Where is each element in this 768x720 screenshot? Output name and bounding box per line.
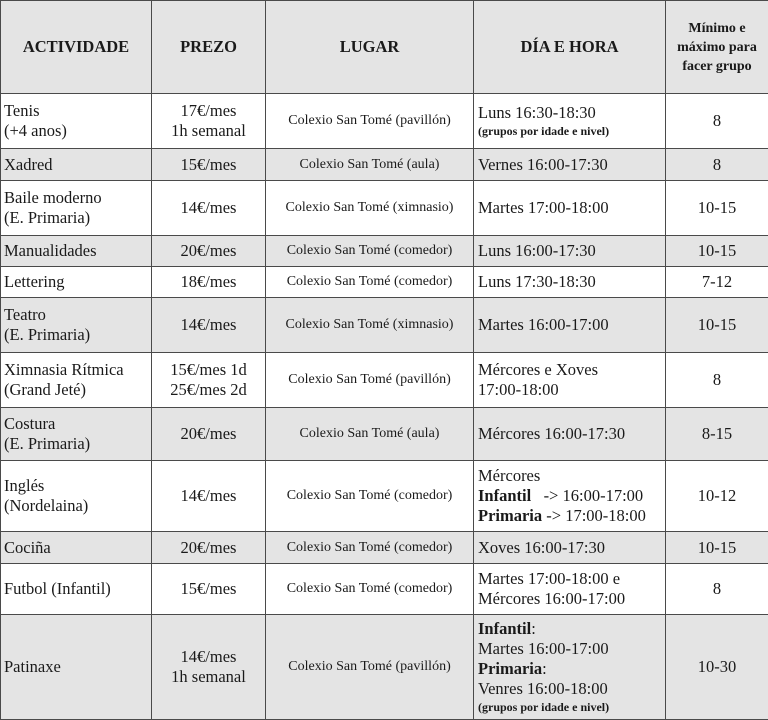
activity-cell: Inglés (Nordelaina)	[1, 461, 152, 532]
price-cell: 15€/mes	[152, 564, 266, 615]
activity-cell: Futbol (Infantil)	[1, 564, 152, 615]
place-cell: Colexio San Tomé (pavillón)	[266, 615, 474, 720]
table-row	[1, 353, 768, 408]
activity-cell: Tenis (+4 anos)	[1, 94, 152, 149]
price-cell: 20€/mes	[152, 532, 266, 564]
day-time-cell: Luns 17:30-18:30	[474, 267, 666, 298]
group-size-cell: 10-15	[666, 298, 768, 353]
price-cell: 14€/mes	[152, 298, 266, 353]
day-time-cell: Martes 17:00-18:00 e Mércores 16:00-17:00	[474, 564, 666, 615]
table-row	[1, 615, 768, 720]
activity-cell: Manualidades	[1, 236, 152, 267]
header-row	[1, 1, 768, 94]
place-cell: Colexio San Tomé (pavillón)	[266, 94, 474, 149]
table-row	[1, 149, 768, 181]
activity-cell: Teatro (E. Primaria)	[1, 298, 152, 353]
table-row	[1, 236, 768, 267]
place-cell: Colexio San Tomé (comedor)	[266, 461, 474, 532]
activity-cell: Costura (E. Primaria)	[1, 408, 152, 461]
activity-cell: Xadred	[1, 149, 152, 181]
group-size-cell: 10-15	[666, 236, 768, 267]
group-size-cell: 8	[666, 353, 768, 408]
header-activity: ACTIVIDADE	[1, 1, 152, 94]
place-cell: Colexio San Tomé (aula)	[266, 149, 474, 181]
price-cell: 20€/mes	[152, 408, 266, 461]
table-row	[1, 408, 768, 461]
price-cell: 17€/mes 1h semanal	[152, 94, 266, 149]
day-time-cell: Martes 17:00-18:00	[474, 181, 666, 236]
header-price: PREZO	[152, 1, 266, 94]
group-size-cell: 8	[666, 149, 768, 181]
activity-cell: Patinaxe	[1, 615, 152, 720]
place-cell: Colexio San Tomé (aula)	[266, 408, 474, 461]
place-cell: Colexio San Tomé (ximnasio)	[266, 181, 474, 236]
day-time-cell: Vernes 16:00-17:30	[474, 149, 666, 181]
price-cell: 20€/mes	[152, 236, 266, 267]
price-cell: 15€/mes	[152, 149, 266, 181]
header-day-time: DÍA E HORA	[474, 1, 666, 94]
table-row	[1, 94, 768, 149]
day-time-cell: Mércores Infantil -> 16:00-17:00 Primaria -> 17:00-18:00	[474, 461, 666, 532]
day-time-cell: Luns 16:30-18:30 (grupos por idade e nivel)	[474, 94, 666, 149]
day-time-cell: Luns 16:00-17:30	[474, 236, 666, 267]
activity-cell: Ximnasia Rítmica (Grand Jeté)	[1, 353, 152, 408]
table-row	[1, 532, 768, 564]
day-time-cell: Xoves 16:00-17:30	[474, 532, 666, 564]
day-time-cell: Infantil: Martes 16:00-17:00 Primaria: Venres 16:00-18:00 (grupos por idade e nivel)	[474, 615, 666, 720]
group-size-cell: 8-15	[666, 408, 768, 461]
table-row	[1, 564, 768, 615]
activity-cell: Baile moderno (E. Primaria)	[1, 181, 152, 236]
place-cell: Colexio San Tomé (comedor)	[266, 564, 474, 615]
day-time-cell: Mércores e Xoves 17:00-18:00	[474, 353, 666, 408]
day-time-cell: Mércores 16:00-17:30	[474, 408, 666, 461]
place-cell: Colexio San Tomé (comedor)	[266, 267, 474, 298]
table-row	[1, 267, 768, 298]
place-cell: Colexio San Tomé (ximnasio)	[266, 298, 474, 353]
price-cell: 18€/mes	[152, 267, 266, 298]
place-cell: Colexio San Tomé (comedor)	[266, 236, 474, 267]
group-size-cell: 10-15	[666, 532, 768, 564]
group-size-cell: 10-15	[666, 181, 768, 236]
header-group-size: Mínimo e máximo para facer grupo	[666, 1, 768, 94]
group-size-cell: 7-12	[666, 267, 768, 298]
header-place: LUGAR	[266, 1, 474, 94]
price-cell: 14€/mes	[152, 181, 266, 236]
table-row	[1, 181, 768, 236]
group-size-cell: 10-12	[666, 461, 768, 532]
price-cell: 14€/mes 1h semanal	[152, 615, 266, 720]
activity-cell: Lettering	[1, 267, 152, 298]
table-row	[1, 298, 768, 353]
price-cell: 14€/mes	[152, 461, 266, 532]
group-size-cell: 8	[666, 94, 768, 149]
place-cell: Colexio San Tomé (comedor)	[266, 532, 474, 564]
group-size-cell: 10-30	[666, 615, 768, 720]
day-time-cell: Martes 16:00-17:00	[474, 298, 666, 353]
activity-cell: Cociña	[1, 532, 152, 564]
table-row	[1, 461, 768, 532]
group-size-cell: 8	[666, 564, 768, 615]
price-cell: 15€/mes 1d 25€/mes 2d	[152, 353, 266, 408]
place-cell: Colexio San Tomé (pavillón)	[266, 353, 474, 408]
